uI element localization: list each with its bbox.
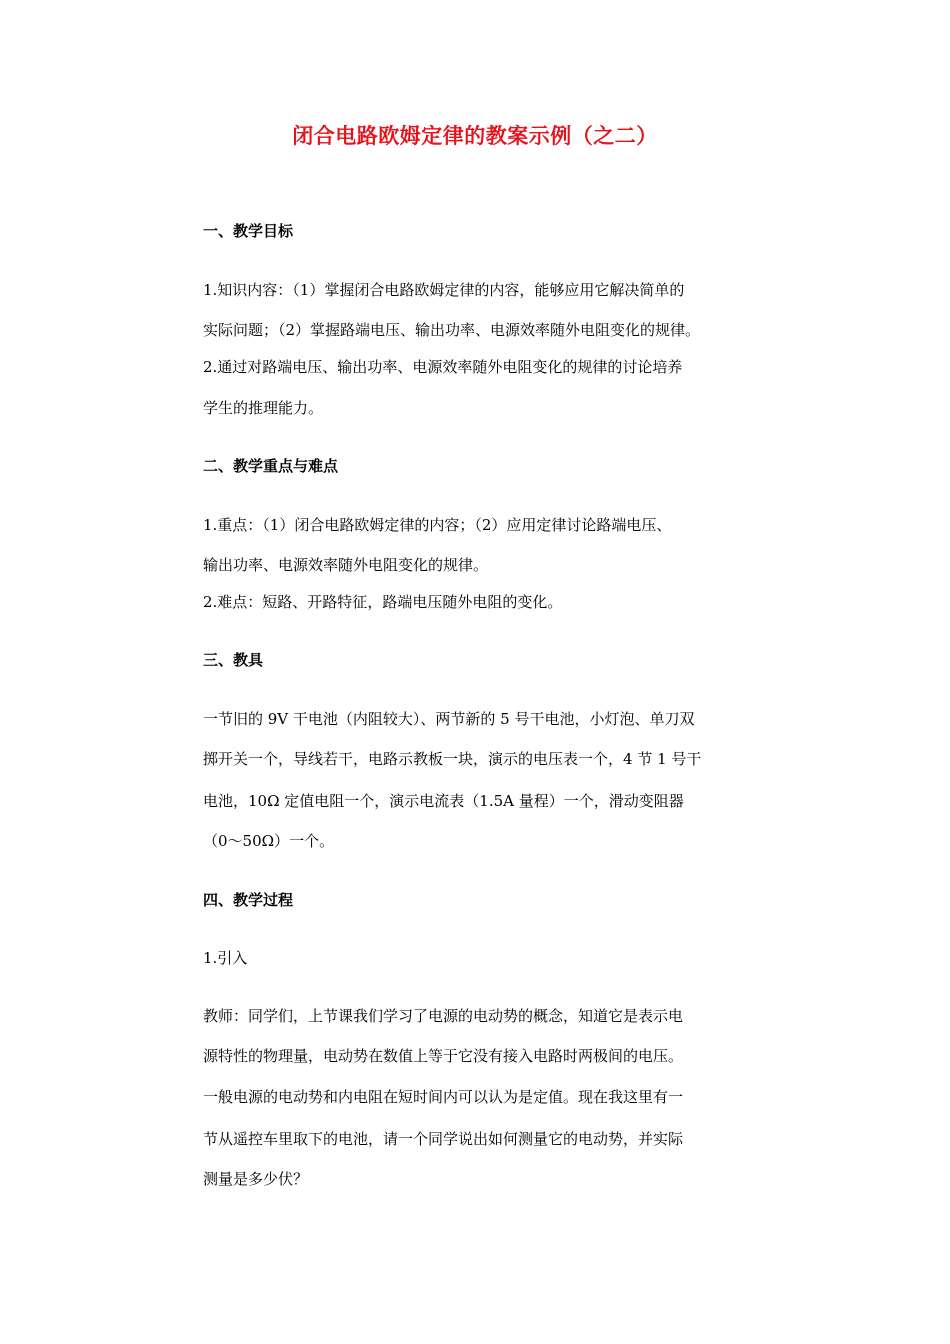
paragraph-line: 节从遥控车里取下的电池，请一个同学说出如何测量它的电动势，并实际	[203, 1130, 684, 1148]
paragraph-line: 一节旧的 9V 干电池（内阻较大）、两节新的 5 号干电池，小灯泡、单刀双	[203, 710, 695, 728]
paragraph-line: 输出功率、电源效率随外电阻变化的规律。	[203, 556, 489, 574]
paragraph-line: 2.通过对路端电压、输出功率、电源效率随外电阻变化的规律的讨论培养	[203, 358, 683, 376]
paragraph-line: 一般电源的电动势和内电阻在短时间内可以认为是定值。现在我这里有一	[203, 1088, 684, 1106]
section-heading-objectives: 一、教学目标	[203, 222, 294, 240]
section-heading-equipment: 三、教具	[203, 651, 264, 669]
paragraph-line: 学生的推理能力。	[203, 399, 324, 417]
paragraph-line: 实际问题；（2）掌握路端电压、输出功率、电源效率随外电阻变化的规律。	[203, 321, 701, 339]
paragraph-line: 掷开关一个，导线若干，电路示教板一块，演示的电压表一个，4 节 1 号干	[203, 750, 702, 768]
paragraph-line: 1.知识内容：（1）掌握闭合电路欧姆定律的内容，能够应用它解决简单的	[203, 281, 685, 299]
paragraph-line: 2.难点：短路、开路特征，路端电压随外电阻的变化。	[203, 593, 563, 611]
paragraph-line: （0～50Ω）一个。	[203, 832, 335, 850]
section-heading-process: 四、教学过程	[203, 891, 294, 909]
paragraph-line: 教师：同学们，上节课我们学习了电源的电动势的概念，知道它是表示电	[203, 1007, 684, 1025]
paragraph-line: 1.引入	[203, 949, 248, 967]
paragraph-line: 电池，10Ω 定值电阻一个，演示电流表（1.5A 量程）一个，滑动变阻器	[203, 792, 684, 810]
document-title: 闭合电路欧姆定律的教案示例（之二）	[292, 124, 658, 148]
paragraph-line: 测量是多少伏？	[203, 1170, 309, 1188]
section-heading-key-points: 二、教学重点与难点	[203, 457, 339, 475]
paragraph-line: 1.重点：（1）闭合电路欧姆定律的内容；（2）应用定律讨论路端电压、	[203, 516, 672, 534]
paragraph-line: 源特性的物理量，电动势在数值上等于它没有接入电路时两极间的电压。	[203, 1047, 684, 1065]
